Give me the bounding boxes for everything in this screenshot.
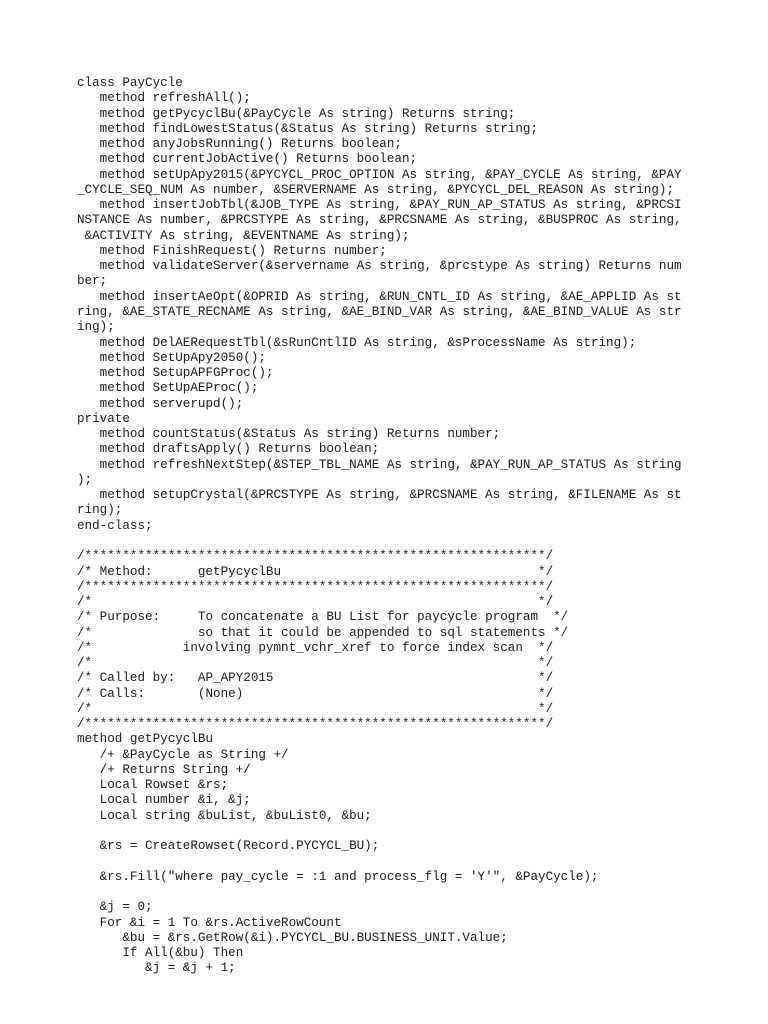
code-listing <box>77 76 682 977</box>
code-line: ring); <box>77 503 123 518</box>
code-line: method DelAERequestTbl(&sRunCntlID As string, &sProcessName As string); <box>77 335 637 350</box>
code-line: /* */ <box>77 595 554 610</box>
code-line: Local Rowset &rs; <box>77 778 229 793</box>
code-line: /* so that it could be appended to sql statements */ <box>77 625 569 640</box>
code-line: &rs.Fill("where pay_cycle = :1 and process_flg = 'Y'", &PayCycle); <box>77 869 599 884</box>
code-line: /*************************************************************/ <box>77 549 554 564</box>
code-line <box>77 855 682 870</box>
code-line: For &i = 1 To &rs.ActiveRowCount <box>77 915 342 930</box>
code-line: /+ Returns String +/ <box>77 762 251 777</box>
code-line: class PayCycle <box>77 76 183 90</box>
code-line: /* involving pymnt_vchr_xref to force index scan */ <box>77 640 554 655</box>
code-line: &ACTIVITY As string, &EVENTNAME As string); <box>77 228 410 243</box>
code-line: _CYCLE_SEQ_NUM As number, &SERVERNAME As string, &PYCYCL_DEL_REASON As string); <box>77 182 675 197</box>
code-line: method setUpApy2015(&PYCYCL_PROC_OPTION As string, &PAY_CYCLE As string, &PAY <box>77 167 682 182</box>
code-line: method SetUpApy2050(); <box>77 350 266 365</box>
code-line: method SetUpAEProc(); <box>77 381 259 396</box>
code-line: Local string &buList, &buList0, &bu; <box>77 808 372 823</box>
code-line: &bu = &rs.GetRow(&i).PYCYCL_BU.BUSINESS_UNIT.Value; <box>77 930 508 945</box>
code-line: ring, &AE_STATE_RECNAME As string, &AE_BIND_VAR As string, &AE_BIND_VALUE As str <box>77 304 682 319</box>
code-line: Local number &i, &j; <box>77 793 251 808</box>
code-line: /* Purpose: To concatenate a BU List for paycycle program */ <box>77 610 569 625</box>
code-line: NSTANCE As number, &PRCSTYPE As string, &PRCSNAME As string, &BUSPROC As string, <box>77 213 682 228</box>
code-line: method currentJobActive() Returns boolean; <box>77 152 418 167</box>
code-line: /*************************************************************/ <box>77 579 554 594</box>
code-line: method draftsApply() Returns boolean; <box>77 442 380 457</box>
code-line: method serverupd(); <box>77 396 244 411</box>
code-line: method anyJobsRunning() Returns boolean; <box>77 137 402 152</box>
code-line <box>77 824 682 839</box>
code-line <box>77 885 682 900</box>
code-line: /* Called by: AP_APY2015 */ <box>77 671 554 686</box>
code-line: ber; <box>77 274 108 289</box>
code-line: method findLowestStatus(&Status As string) Returns string; <box>77 121 539 136</box>
code-line: method getPycyclBu <box>77 732 214 747</box>
code-line: method getPycyclBu(&PayCycle As string) Returns string; <box>77 106 516 121</box>
code-line: method setupCrystal(&PRCSTYPE As string, &PRCSNAME As string, &FILENAME As st <box>77 488 682 503</box>
code-line: method FinishRequest() Returns number; <box>77 243 387 258</box>
code-line: method insertAeOpt(&OPRID As string, &RUN_CNTL_ID As string, &AE_APPLID As st <box>77 289 682 304</box>
code-line: method refreshAll(); <box>77 91 251 106</box>
code-line: method insertJobTbl(&JOB_TYPE As string, &PAY_RUN_AP_STATUS As string, &PRCSI <box>77 198 682 213</box>
code-line: If All(&bu) Then <box>77 946 244 961</box>
code-line: /+ &PayCycle as String +/ <box>77 747 289 762</box>
code-line: /* */ <box>77 701 554 716</box>
code-line: method validateServer(&servername As string, &prcstype As string) Returns num <box>77 259 682 274</box>
code-line <box>77 534 682 549</box>
code-line: end-class; <box>77 518 153 533</box>
code-line: &j = &j + 1; <box>77 961 236 976</box>
code-line: /* */ <box>77 656 554 671</box>
code-line: /* Method: getPycyclBu */ <box>77 564 554 579</box>
code-line: ing); <box>77 320 115 335</box>
code-line: method SetupAPFGProc(); <box>77 366 274 381</box>
code-line: &j = 0; <box>77 900 153 915</box>
code-line: /*************************************************************/ <box>77 717 554 732</box>
code-line: ); <box>77 472 93 487</box>
code-line: &rs = CreateRowset(Record.PYCYCL_BU); <box>77 839 380 854</box>
code-line: private <box>77 411 130 426</box>
code-line: method refreshNextStep(&STEP_TBL_NAME As string, &PAY_RUN_AP_STATUS As string <box>77 457 682 472</box>
code-line: /* Calls: (None) */ <box>77 686 554 701</box>
code-line: method countStatus(&Status As string) Returns number; <box>77 427 501 442</box>
